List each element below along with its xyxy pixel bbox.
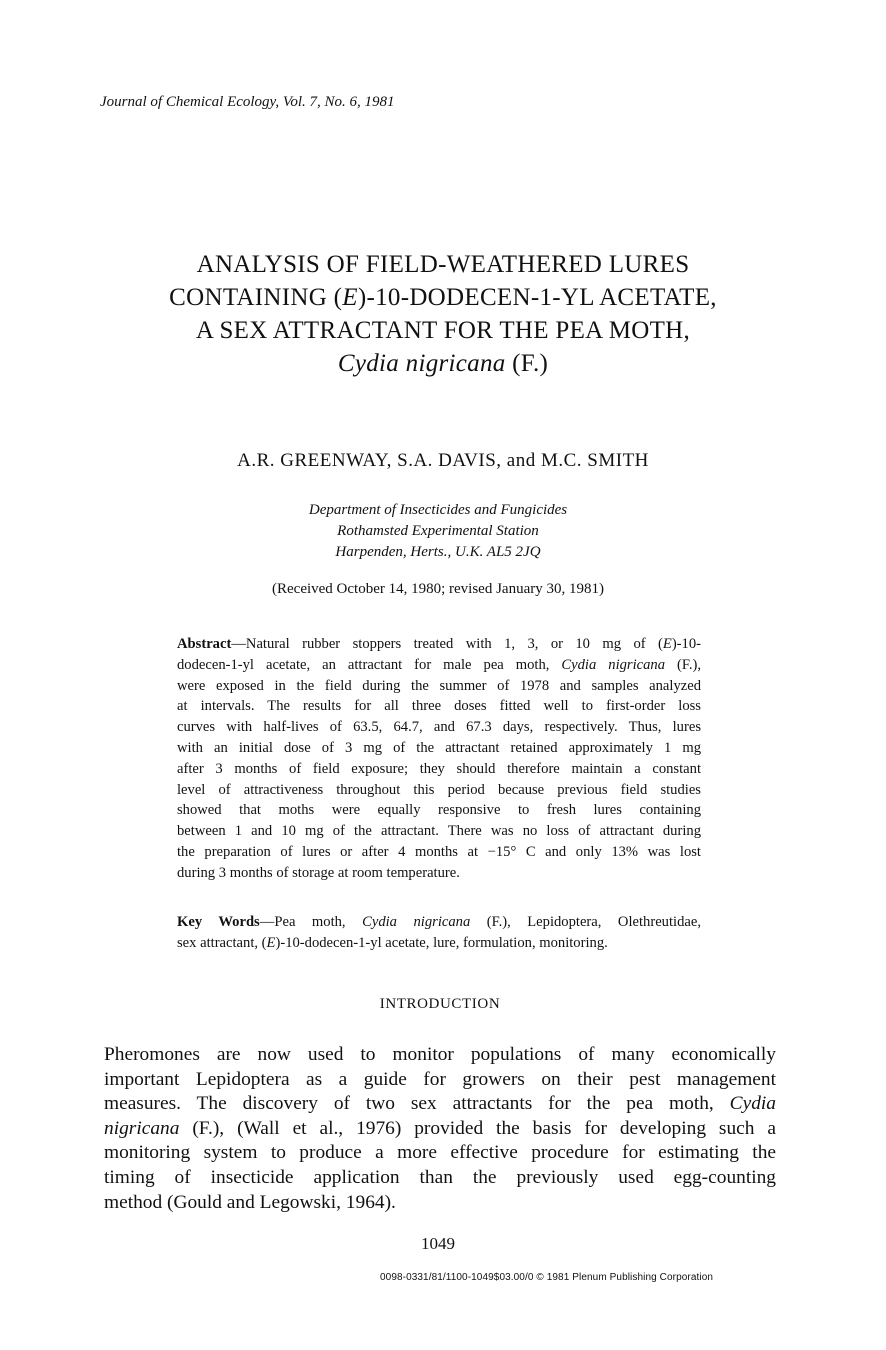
abstract-line: between 1 and 10 mg of the attractant. There was no loss of attractant during (177, 823, 701, 840)
body-line: method (Gould and Legowski, 1964). (104, 1191, 396, 1213)
copyright-line: 0098-0331/81/1100-1049$03.00/0 © 1981 Plenum Publishing Corporation (380, 1272, 714, 1283)
affiliation-line-1: Department of Insecticides and Fungicides (308, 502, 568, 518)
abstract-line: level of attractiveness throughout this period because previous field studies (177, 781, 701, 798)
abstract-line: dodecen-1-yl acetate, an attractant for male pea moth, Cydia nigricana (F.), (177, 656, 701, 673)
affiliation-line-3: Harpenden, Herts., U.K. AL5 2JQ (335, 544, 541, 560)
body-line: measures. The discovery of two sex attractants for the pea moth, Cydia (104, 1093, 776, 1115)
abstract-label: Abstract (177, 636, 232, 652)
abstract-line: showed that moths were equally responsive to fresh lures containing (177, 802, 701, 819)
key-words (177, 912, 701, 954)
abstract-line: the preparation of lures or after 4 months at −15° C and only 13% was lost (177, 843, 701, 860)
abstract-line: with an initial dose of 3 mg of the attractant retained approximately 1 mg (177, 739, 701, 756)
key-words-line: Key Words—Pea moth, Cydia nigricana (F.), Lepidoptera, Olethreutidae, (177, 914, 701, 930)
journal-citation: Journal of Chemical Ecology, Vol. 7, No. 6, 1981 (100, 94, 395, 110)
abstract-line: at intervals. The results for all three doses fitted well to first-order loss (177, 698, 701, 715)
key-words-label: Key Words (177, 914, 260, 930)
abstract-line: curves with half-lives of 63.5, 64.7, and 67.3 days, respectively. Thus, lures (177, 719, 701, 736)
page-number: 1049 (421, 1234, 455, 1253)
key-words-line: sex attractant, (E)-10-dodecen-1-yl acetate, lure, formulation, monitoring. (177, 935, 608, 951)
received-dates: (Received October 14, 1980; revised January 30, 1981) (272, 581, 604, 597)
title-line-3: A SEX ATTRACTANT FOR THE PEA MOTH, (195, 317, 691, 344)
article-title (60, 248, 826, 380)
title-line-1: ANALYSIS OF FIELD-WEATHERED LURES (196, 251, 690, 278)
abstract (177, 634, 701, 884)
body-line: nigricana (F.), (Wall et al., 1976) provided the basis for developing such a (104, 1117, 776, 1139)
section-heading: INTRODUCTION (379, 996, 501, 1012)
body-line: Pheromones are now used to monitor populations of many economically (104, 1044, 776, 1065)
title-line-4: Cydia nigricana (F.) (337, 350, 549, 377)
body-line: monitoring system to produce a more effective procedure for estimating the (104, 1142, 776, 1164)
body-line: important Lepidoptera as a guide for growers on their pest management (104, 1068, 776, 1090)
abstract-line: after 3 months of field exposure; they should therefore maintain a constant (177, 760, 701, 777)
abstract-line: Abstract—Natural rubber stoppers treated with 1, 3, or 10 mg of (E)-10- (177, 636, 701, 652)
affiliation-line-2: Rothamsted Experimental Station (337, 523, 539, 539)
body-line: timing of insecticide application than the previously used egg-counting (104, 1166, 776, 1188)
abstract-line: were exposed in the field during the summer of 1978 and samples analyzed (177, 677, 701, 694)
title-line-2: CONTAINING (E)-10-DODECEN-1-YL ACETATE, (169, 284, 717, 311)
introduction-paragraph (104, 1043, 776, 1215)
affiliation (0, 500, 876, 563)
abstract-line: during 3 months of storage at room temperature. (177, 864, 460, 881)
author-list: A.R. GREENWAY, S.A. DAVIS, and M.C. SMITH (237, 450, 649, 471)
